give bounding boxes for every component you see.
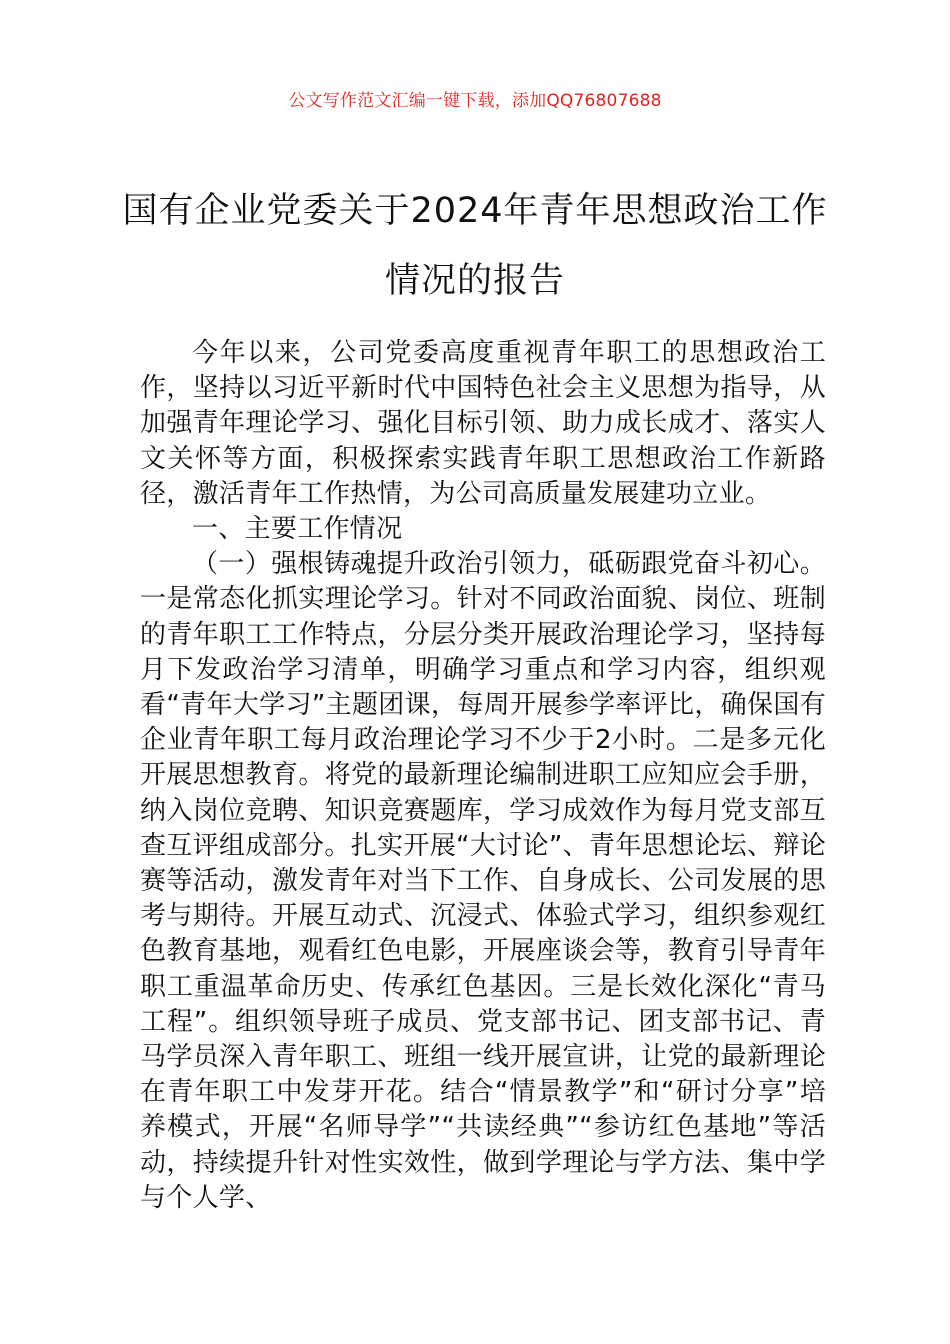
section-heading: 一、主要工作情况 [192, 514, 403, 545]
document-title: 国有企业党委关于2024年青年思想政治工作情况的报告 [122, 191, 828, 301]
download-ad-banner: 公文写作范文汇编一键下载，添加QQ76807688 [288, 91, 662, 111]
document-body [140, 336, 826, 1216]
subsection-paragraph: （一）强根铸魂提升政治引领力，砥砺跟党奋斗初心。一是常态化抓实理论学习。针对不同政治面貌、岗位、班制的青年职工工作特点，分层分类开展政治理论学习，坚持每月下发政治学习清单，明确学习重点和学习内容，组织观看“青年大学习”主题团课，每周开展参学率评比，确保国有企业青年职工每月政治理论学习不少于2小时。二是多元化开展思想教育。将党的最新理论编制进职工应知应会手册，纳入岗位竞聘、知识竞赛题库，学习成效作为每月党支部互查互评组成部分。扎实开展“大讨论”、青年思想论坛、辩论赛等活动，激发青年对当下工作、自身成长、公司发展的思考与期待。开展互动式、沉浸式、体验式学习，组织参观红色教育基地，观看红色电影，开展座谈会等，教育引导青年职工重温革命历史、传承红色基因。三是长效化深化“青马工程”。组织领导班子成员、党支部书记、团支部书记、青马学员深入青年职工、班组一线开展宣讲，让党的最新理论在青年职工中发芽开花。结合“情景教学”和“研讨分享”培养模式，开展“名师导学”“共读经典”“参访红色基地”等活动，持续提升针对性实效性，做到学理论与学方法、集中学与个人学、 [140, 549, 826, 1213]
intro-paragraph: 今年以来，公司党委高度重视青年职工的思想政治工作，坚持以习近平新时代中国特色社会主义思想为指导，从加强青年理论学习、强化目标引领、助力成长成才、落实人文关怀等方面，积极探索实践青年职工思想政治工作新路径，激活青年工作热情，为公司高质量发展建功立业。 [140, 338, 826, 509]
